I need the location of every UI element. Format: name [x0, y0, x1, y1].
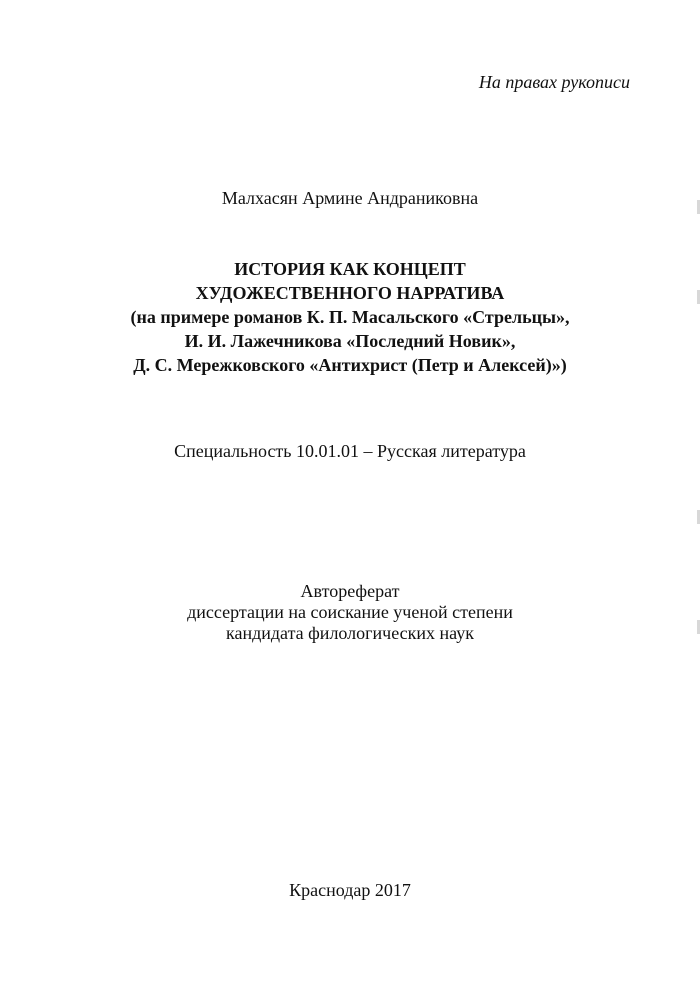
- title-line: ИСТОРИЯ КАК КОНЦЕПТ: [234, 259, 466, 279]
- abstract-line: диссертации на соискание ученой степени: [187, 602, 513, 622]
- abstract-description: [0, 581, 700, 644]
- city-year: Краснодар 2017: [289, 880, 411, 900]
- author-name: Малхасян Армине Андраниковна: [221, 188, 479, 208]
- specialty-line: Специальность 10.01.01 – Русская литература: [174, 441, 526, 461]
- dissertation-title: [0, 257, 700, 377]
- title-line: (на примере романов К. П. Масальского «Стрельцы»,: [130, 307, 570, 327]
- manuscript-note: На правах рукописи: [478, 72, 630, 92]
- title-line: Д. С. Мережковского «Антихрист (Петр и Алексей)»): [133, 355, 567, 375]
- abstract-line: кандидата филологических наук: [226, 623, 474, 643]
- abstract-line: Автореферат: [300, 581, 400, 601]
- title-line: ХУДОЖЕСТВЕННОГО НАРРАТИВА: [195, 283, 505, 303]
- title-line: И. И. Лажечникова «Последний Новик»,: [184, 331, 516, 351]
